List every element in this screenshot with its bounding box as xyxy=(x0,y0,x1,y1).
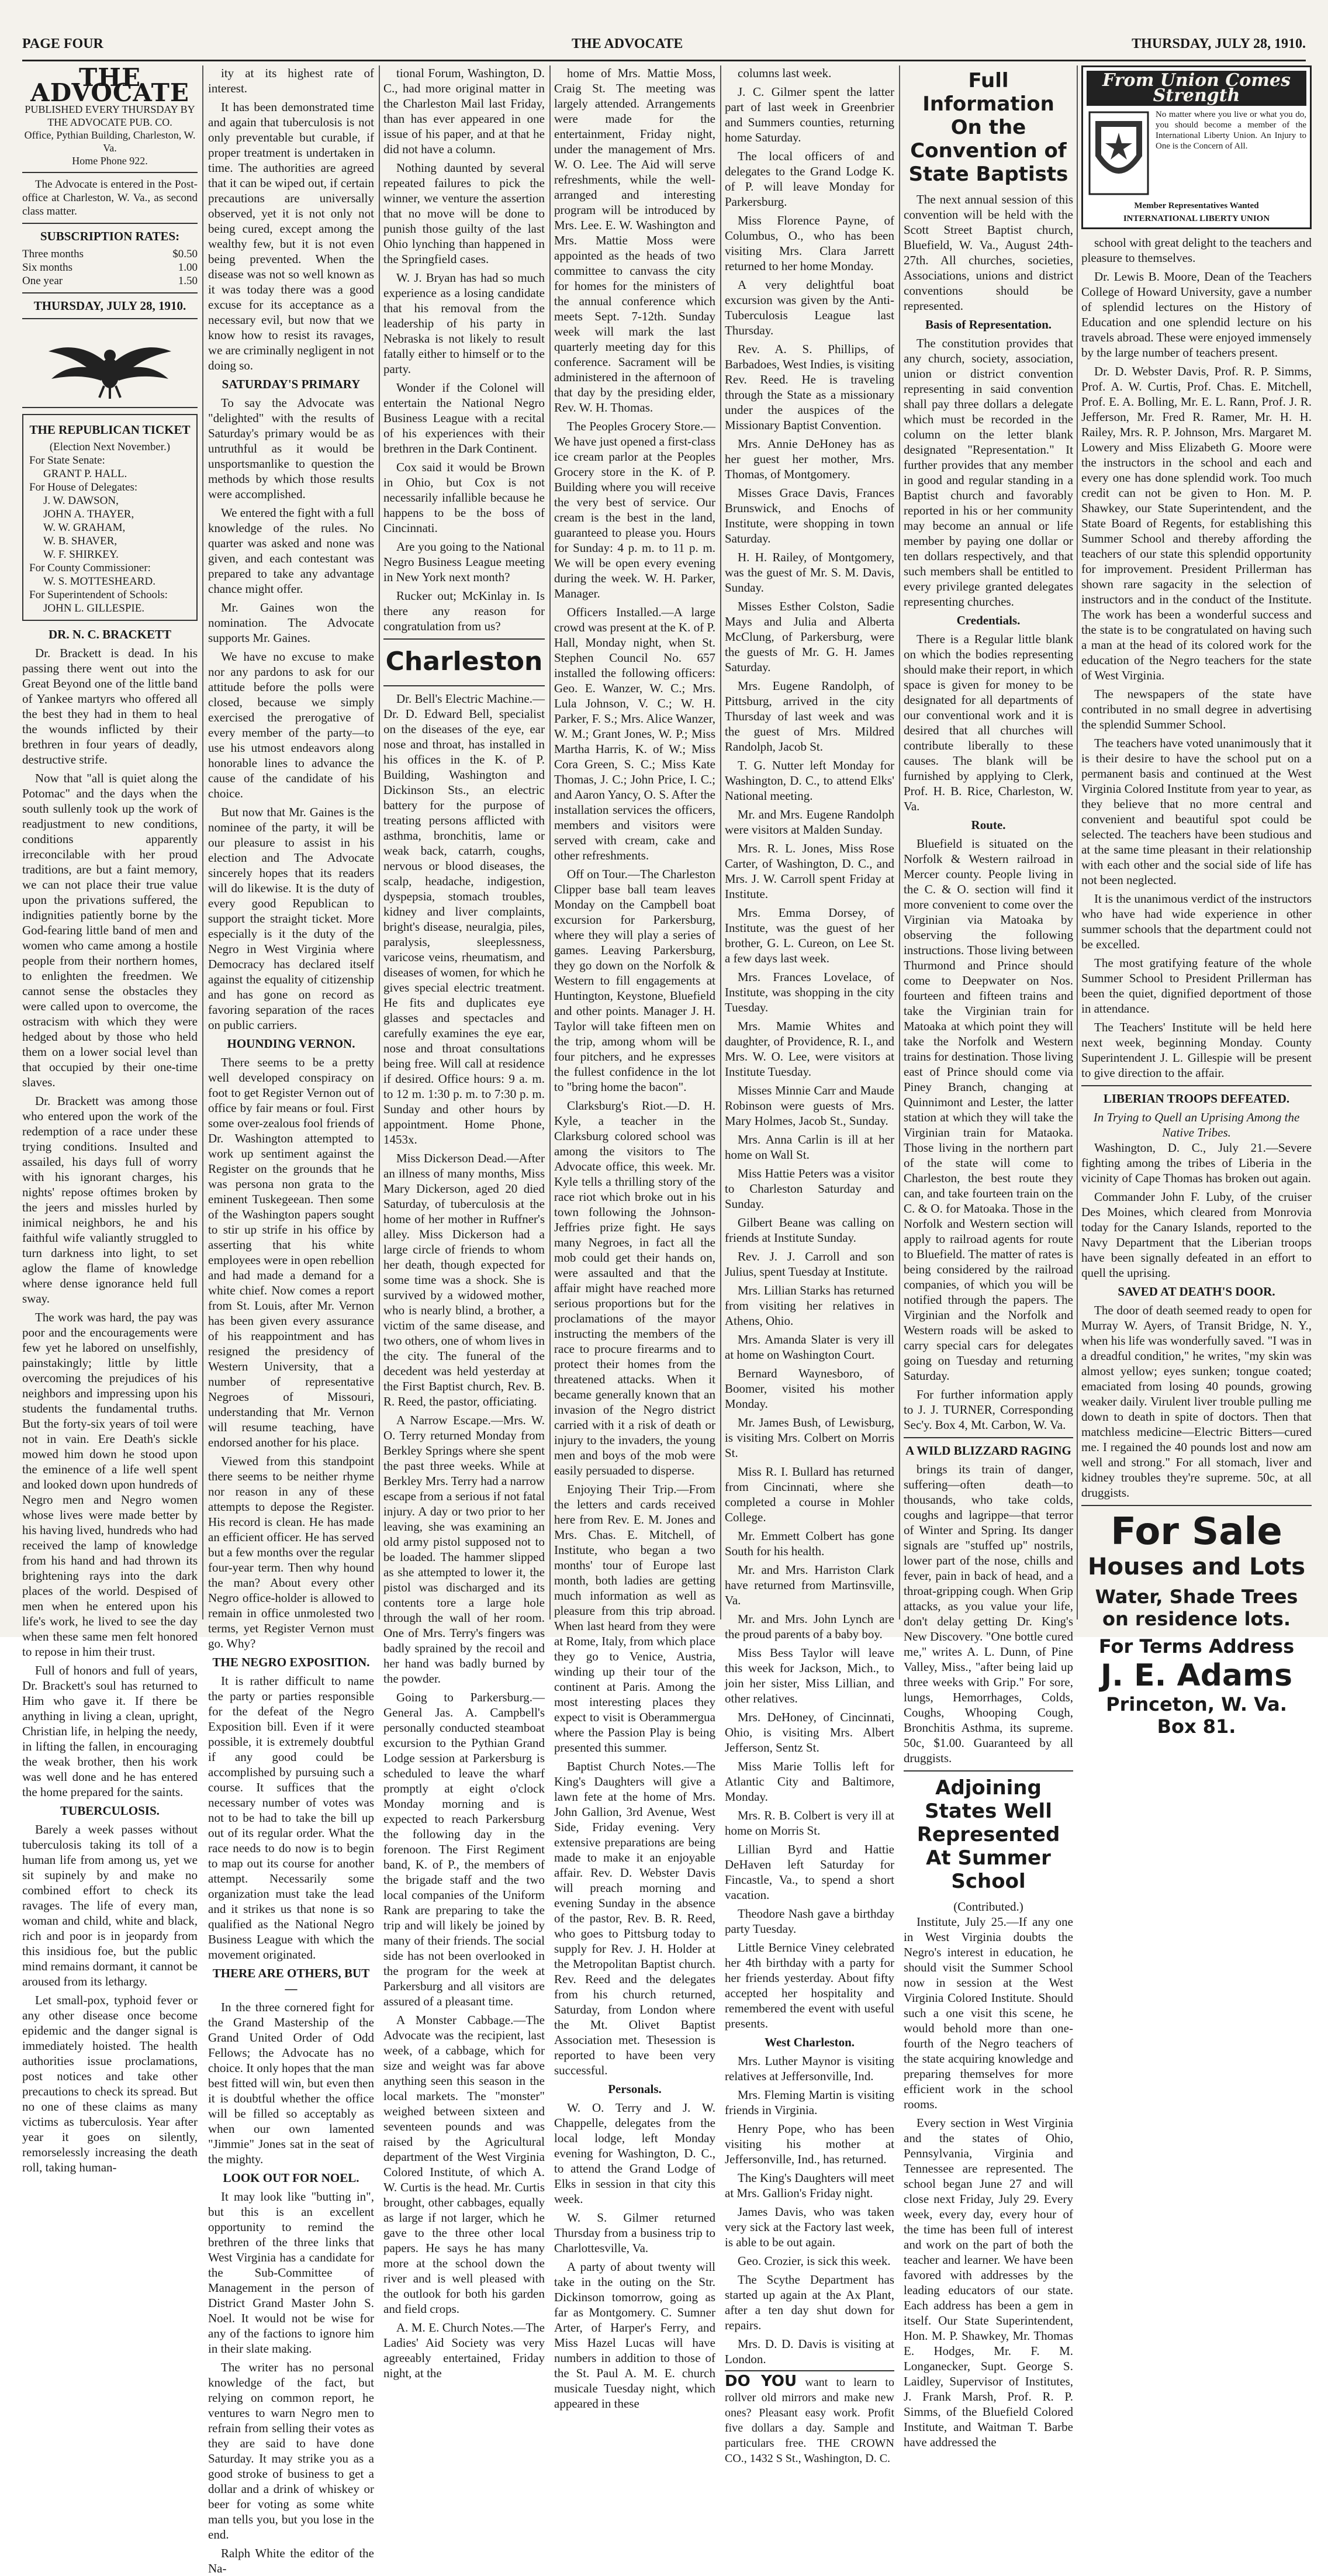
personals-heading: Personals. xyxy=(608,2082,662,2096)
credentials-article xyxy=(904,631,1073,814)
liberty-union-ad-sub: Member Representatives Wanted xyxy=(1134,201,1259,210)
article-paragraph: Barely a week passes without tuberculosis taking its toll of a human life from among us, yet we sit supinely by and make no combined effort to check its ravages. The life of every man, woman and child, white and black, rich and poor is in jeopardy from this insidious foe, but the public mind remains dormant, it cannot be aroused from its lethargy. xyxy=(22,1822,198,1988)
article-paragraph: Every section in West Virginia and the states of Ohio, Pennsylvania, Virginia and Tennessee are represented. The school began June 27 and will close next Friday, July 29. Every week, every day, every hour of the time has been full of interest and work on the part of both the teacher and learner. We have been favored with addresses by the leading educators of our state. Each address has been a gem in itself. Our State Superintendent, Hon. M. P. Shawkey, Mr. Thomas E. Hodges, Mr. F. M. Longanecker, Supt. George S. Laidley, Supervisor of Institutes, J. Frank Marsh, Prof. R. P. Simms, of the Bluefield Colored Institute, and Waitman T. Barbe have addressed the xyxy=(904,2116,1073,2449)
flag-shield-icon xyxy=(1087,109,1151,197)
personal-item: Mrs. Emma Dorsey, of Institute, was the guest of her brother, G. L. Cureon, on Lee St. a few days last week. xyxy=(725,906,894,965)
personal-item: Mrs. Lillian Starks has returned from visiting her relatives in Athens, Ohio. xyxy=(725,1283,894,1328)
personal-item: A very delightful boat excursion was given by the Anti-Tuberculosis League last Thursday. xyxy=(725,278,894,337)
liberty-union-ad-body: No matter where you live or what you do, you should become a member of the International Liberty Union. An Injury to One is the Concern of All. xyxy=(1156,110,1306,151)
mirror-ad xyxy=(725,2370,894,2466)
news-item: Officers Installed.—A large crowd was present at the K. of P. Hall, Monday night, when St. Stephen Council No. 657 installed the following officers: Geo. E. Wanzer, W. C.; Mrs. Lula Johnson, V. C.; W. H. Parker, F. S.; Mrs. Alice Wanzer, W. M.; Grant Jones, W. P.; Miss Martha Harris, K. of W.; Miss Cora Green, S. C.; Miss Kate Thomas, J. C.; John Price, I. C.; and Aaron Yancy, O. S. After the installation services the officers, members and visitors were served with cream, cake and other refreshments. xyxy=(554,605,715,862)
personal-item: H. H. Railey, of Montgomery, was the guest of Mr. S. M. Davis, Sunday. xyxy=(725,550,894,595)
article-paragraph: The newspapers of the state have contributed in no small degree in advertising the splendid Summer School. xyxy=(1081,687,1312,731)
personal-item: Rev. A. S. Phillips, of Barbadoes, West Indies, is visiting Rev. Reed. He is traveling through the State as a missionary under the auspices of the Missionary Baptist Convention. xyxy=(725,342,894,432)
personals-list xyxy=(554,2100,715,2411)
personal-item: A party of about twenty will take in the outing on the Str. Dickinson tomorrow, going as far as Montgomery. C. Sumner Arter, of Harper's Ferry, and Miss Hazel Lucas will have numbers in addition to those of the St. Paul A. M. E. church musicale Tuesday night, which appeared in these xyxy=(554,2260,715,2411)
divider xyxy=(22,318,198,319)
personal-item: J. C. Gilmer spent the latter part of last week in Greenbrier and Summers counties, returning home Saturday. xyxy=(725,85,894,144)
article-paragraph: Now that "all is quiet along the Potomac" and the days when the south sullenly took up the work of readjustment to new conditions, conditions apparently irreconcilable with her proud traditions, are but a faint memory, we can not place their true value upon the privations suffered, the indignities patiently borne by the God-fearing little band of men and women who came among a hostile people from their northern homes, to enlighten the freedmen. We cannot sense the obstacles they were called upon to overcome, the ostracism with which they were hedged about by those who held them on a lower social level than that occupied by their one-time slaves. xyxy=(22,771,198,1089)
article-paragraph: Viewed from this standpoint there seems to be neither rhyme nor reason in any of these attempts to depose the Register. His record is clean. He has made an efficient officer. He has served but a few months over the regular four-year term. Then why hound the man? About every other Negro office-holder is allowed to remain in office unmolested two terms, yet Register Vernon must go. Why? xyxy=(208,1454,374,1650)
for-sale-name: J. E. Adams xyxy=(1100,1658,1293,1693)
column-2 xyxy=(208,65,375,2575)
personal-item: Mrs. Frances Lovelace, of Institute, was shopping in the city Tuesday. xyxy=(725,970,894,1014)
personal-item: Miss Florence Payne, of Columbus, O., who has been visiting Mrs. Clara Jarrett returned to her home Monday. xyxy=(725,213,894,273)
charleston-heading: Charleston xyxy=(385,647,543,676)
article-paragraph: Full of honors and full of years, Dr. Brackett's soul has returned to Him who gave it. If there be anything in living a clean, upright, Christian life, in helping the needy, in lifting the fallen, in encouraging the weak brother, then his work was well done and he has entered the home prepared for the saints. xyxy=(22,1663,198,1799)
article-paragraph: The constitution provides that any church, society, association, union or district convention representing in said convention shall pay three dollars a delegate which must be recorded in the column on the letter blank designated "Representation." It further provides that any member in good and regular standing in a Baptist church and favorably reported in his or her community may become an annual or life member by paying one dollar or ten dollars respectively, and that such members shall be entitled to every privilege granted delegates representing churches. xyxy=(904,336,1073,609)
article-paragraph: But now that Mr. Gaines is the nominee of the party, it will be our pleasure to assist in his election and The Advocate sincerely hopes that its readers will do likewise. It is the duty of every good Republican to support the straight ticket. More especially is it the duty of the Negro in West Virginia where Democracy has declared itself against the equality of citizenship and has gone on record as favoring separation of the races on public carriers. xyxy=(208,805,374,1032)
editorial-paragraph: Cox said it would be Brown in Ohio, but Cox is not necessarily infallible because he happens to be the boss of Cincinnati. xyxy=(383,460,545,535)
personal-item: Mr. Emmett Colbert has gone South for his health. xyxy=(725,1529,894,1558)
article-paragraph: The teachers have voted unanimously that it is their desire to have the school put on a permanent basis and continued at the West Virginia Colored Institute from year to year, as they believe that no more central and convenient and beautiful spot could be selected. The teachers have been studious and at the same time pleasant in their relationship with each other and the social side of life has not been neglected. xyxy=(1081,736,1312,887)
news-item: Miss Dickerson Dead.—After an illness of many months, Miss Mary Dickerson, aged 20 died Saturday, of tuberculosis at the home of her mother in Ruffner's alley. Miss Dickerson had a large circle of friends to whom her death, though expected for some time was a shock. She is survived by a widowed mother, who is nearly blind, a brother, a victim of the same disease, and two others, one of whom lives in the city. The funeral of the decedent was held yesterday at the First Baptist church, Rev. B. R. Reed, the pastor, officiating. xyxy=(383,1151,545,1408)
ticket-title: THE REPUBLICAN TICKET xyxy=(29,423,191,437)
personal-item: Mrs. D. D. Davis is visiting at London. xyxy=(725,2337,894,2366)
article-paragraph: Dr. Brackett is dead. In his passing there went out into the Great Beyond one of the little band of Yankee martyrs who offered all the best they had in them to heal the wounds inflicted by their brethren in four years of deadly, destructive strife. xyxy=(22,646,198,766)
article-paragraph: ity at its highest rate of interest. xyxy=(208,66,374,95)
death-door-heading: SAVED AT DEATH'S DOOR. xyxy=(1118,1284,1275,1299)
personal-item: Mrs. Anna Carlin is ill at her home on Wall St. xyxy=(725,1132,894,1162)
divider xyxy=(904,1770,1073,1772)
for-sale-box: Box 81. xyxy=(1157,1715,1236,1738)
eagle-icon xyxy=(46,325,174,401)
article-paragraph: Mr. Gaines won the nomination. The Advocate supports Mr. Gaines. xyxy=(208,600,374,645)
article-paragraph: Dr. Brackett was among those who entered upon the work of the redemption of a race under these trying conditions. Insulted and assailed, his days full of worry with his ignorant charges, his nights' repose oftimes broken by the jeers and missles hurled by inimical neighbors, he and his faithful wife valiantly struggled to turn darkness into light, to set aglow the flame of knowledge where dense ignorance held full sway. xyxy=(22,1094,198,1306)
ticket-note: (Election Next November.) xyxy=(49,441,171,453)
for-sale-line3: For Terms Address xyxy=(1098,1635,1295,1658)
west-charleston-heading: West Charleston. xyxy=(765,2035,855,2049)
news-item: Dr. Bell's Electric Machine.—Dr. D. Edward Bell, specialist on the diseases of the eye, ear nose and throat, has installed in his offices in the K. of P. Building, Washington and Dickinson Sts., an electric battery for the purpose of treating persons afflicted with asthma, bronchitis, lame or weak back, catarrh, coughs, nervous or blood diseases, the scalp, headache, indigestion, dyspepsia, stomach troubles, kidney and liver complaints, bright's disease, neuralgia, piles, paralysis, sleeplessness, varicose veins, rheumatism, and diseases of women, for which he gives special electric treatment. He fits and duplicates eye glasses and spectacles and carefully examines the eye ear, nose and throat consultations being free. Will call at residence if desired. Office hours: 9 a. m. to 12 m. 1:30 p. m. to 7:30 p. m. Sunday and other hours by appointment. Home Phone, 1453x. xyxy=(383,692,545,1147)
for-sale-ad xyxy=(1081,1511,1312,1738)
summer-school-heading: Adjoining States Well Represented At Summer School xyxy=(917,1776,1060,1893)
others-heading: THERE ARE OTHERS, BUT— xyxy=(212,1966,370,1995)
column-3 xyxy=(383,65,545,2380)
rate-term: Three months xyxy=(22,248,84,260)
page-number: PAGE FOUR xyxy=(22,36,103,51)
ticket-line: JOHN A. THAYER, xyxy=(43,508,134,520)
brackett-heading: DR. N. C. BRACKETT xyxy=(48,627,172,641)
credentials-heading: Credentials. xyxy=(956,613,1021,627)
article-paragraph: In the three cornered fight for the Grand Mastership of the Grand United Order of Odd Fellows; the Advocate has no choice. It only hopes that the man best fitted will win, but even then it is doubtful whether the office will be filled so acceptably as when our own lamented "Jimmie" Jones sat in the seat of the mighty. xyxy=(208,2000,375,2166)
for-sale-place: Princeton, W. Va. xyxy=(1106,1693,1287,1715)
article-paragraph: The most gratifying feature of the whole Summer School to President Prillerman has been the quiet, dignified deportment of those in attendance. xyxy=(1081,956,1312,1016)
summer-school-article xyxy=(904,1914,1073,2450)
article-paragraph: Dr. D. Webster Davis, Prof. R. P. Simms, Prof. A. W. Curtis, Prof. Chas. E. Mitchell, Prof. E. A. Bolling, Mr. E. L. Rann, Prof. J. R. Jefferson, Mr. Fred R. Ramer, Mr. H. H. Railey, Mrs. R. P. Johnson, Mrs. Margaret M. Lowery and Miss Elizabeth G. Moore were the instructors in the school and each and every one has done splendid work. Too much credit can not be given to Hon. M. P. Shawkey, our State Superintendent, and the State Board of Regents, for establishing this Summer School and thereby affording the teachers of our state this splendid opportunity for improvement. President Prillerman has shown rare sagacity in the selection of instructors and in the conduct of the Institute. The work has been a wonderful success and the state is to be congratulated on having such a man at the head of its colored work for the education of the Negro teachers for the state of West Virginia. xyxy=(1081,364,1312,682)
ticket-line: W. F. SHIRKEY. xyxy=(43,548,119,561)
article-paragraph: Institute, July 25.—If any one in West Virginia doubts the Negro's interest in education, he should visit the Summer School now in session at the West Virginia Colored Institute. Should such a one visit this scene, he would behold more than one-fourth of the Negro teachers of the state acquiring knowledge and preparing themselves for more efficient work in the school rooms. xyxy=(904,1915,1073,2111)
personal-item: Gilbert Beane was calling on friends at Institute Sunday. xyxy=(725,1216,894,1245)
tuberculosis-article xyxy=(22,1822,198,2175)
death-door-ad xyxy=(1081,1303,1312,1500)
ticket-line: For State Senate: xyxy=(29,454,105,467)
for-sale-title: For Sale xyxy=(1111,1510,1282,1553)
column-rule xyxy=(202,65,203,1620)
blizzard-heading: A WILD BLIZZARD RAGING xyxy=(905,1444,1071,1458)
divider xyxy=(383,638,545,640)
news-item: A Monster Cabbage.—The Advocate was the recipient, last week, of a cabbage, which for size and weight was far above anything seen this season in the local markets. The "monster" weighed between sixteen and seventeen pounds and was raised by the Agricultural department of the West Virginia Colored Institute, of which A. W. Curtis is the head. Mr. Curtis brought, other cabbages, equally as large if not larger, which he gave to the three other local papers. He says he has many more at the school down the river and is well pleased with the outlook for both his garden and field crops. xyxy=(383,2013,545,2316)
rate-row xyxy=(22,274,198,288)
issue-date: THURSDAY, JULY 28, 1910. xyxy=(33,299,186,313)
others-article xyxy=(208,2000,374,2167)
masthead-published: PUBLISHED EVERY THURSDAY BY THE ADVOCATE PUB. CO. xyxy=(25,103,195,128)
personal-item: Lillian Byrd and Hattie DeHaven left Saturday for Fincastle, Va., to spend a short vacation. xyxy=(725,1842,894,1902)
tuberculosis-continued xyxy=(208,65,374,373)
article-paragraph: The Teachers' Institute will be held here next week, beginning Monday. County Superintendent J. L. Gillespie will be present to give direction to the affair. xyxy=(1081,1020,1312,1080)
personal-item: Misses Esther Colston, Sadie Mays and Julia and Alberta McClung, of Parkersburg, were the guests of Mr. G. H. James Saturday. xyxy=(725,599,894,674)
personal-item: Geo. Crozier, is sick this week. xyxy=(738,2254,891,2268)
rate-price: 1.00 xyxy=(178,261,198,274)
editorial-paragraph: tional Forum, Washington, D. C., had more original matter in the Charleston Mail last Friday, than has ever appeared in one issue of his paper, and at that he did not have a column. xyxy=(383,66,545,156)
mirror-ad-lead: DO YOU xyxy=(725,2373,797,2390)
article-paragraph: We entered the fight with a full knowledge of the rules. No quarter was asked and none was given, and each contestant was prepared to take any advantage chance might offer. xyxy=(208,506,374,596)
personal-item: W. S. Gilmer returned Thursday from a business trip to Charlottesville, Va. xyxy=(554,2211,715,2255)
personal-item: Misses Grace Davis, Frances Brunswick, and Enochs of Institute, were shopping in town Saturday. xyxy=(725,486,894,545)
article-paragraph: The next annual session of this convention will be held with the Scott Street Baptist church, Bluefield, W. Va., August 24th-27th. All churches, societies, Associations, unions and district conventions should be represented. xyxy=(904,192,1073,313)
exposition-heading: THE NEGRO EXPOSITION. xyxy=(212,1655,370,1669)
column-rule xyxy=(720,65,721,1620)
article-paragraph: The writer has no personal knowledge of the fact, but relying on common report, he ventures to warn Negro men to refrain from selling their votes as they are said to have done Saturday. It may strike you as a good stroke of business to get a dollar and a drink of whiskey or beer for voting as some white man tells you, but you lose in the end. xyxy=(208,2360,374,2542)
editorial-paragraphs xyxy=(383,65,545,634)
article-paragraph: Commander John F. Luby, of the cruiser Des Moines, which cleared from Monrovia today for the Canary Islands, reported to the Navy Department that the Liberian troops have been signally defeated in an effort to quell the uprising. xyxy=(1081,1190,1312,1280)
article-paragraph: Ralph White the editor of the Na- xyxy=(208,2546,374,2575)
rate-price: 1.50 xyxy=(178,275,198,287)
news-item: Enjoying Their Trip.—From the letters and cards received here from Rev. E. M. Jones and Mrs. Chas. E. Mitchell, of Institute, who began a two months' tour of Europe last month, both ladies are getting much information as well as pleasure from this trip abroad. When last heard from they were at Rome, Italy, from which place they go to Venice, Austria, winding up their tour of the continent at Paris. Among the most interesting places they expect to visit is Oberammergua where the Passion Play is being presented this summer. xyxy=(554,1482,715,1755)
article-paragraph: It is rather difficult to name the party or parties responsible for the defeat of the Negro Exposition bill. Even if it were possible, it is extremely doubtful if any good could be accomplished by pursuing such a course. It suffices that the necessary number of votes was not to be had to take the bill up out of its regular order. What the race needs to do now is to begin to map out its course for another attempt. Necessarily some organization must take the lead and it strikes us that none is so qualified as the National Negro Business League with which the movement originated. xyxy=(208,1674,374,1962)
personal-item: Mrs. Annie DeHoney has as her guest her mother, Mrs. Thomas, of Montgomery. xyxy=(725,437,894,481)
news-item: The Peoples Grocery Store.—We have just opened a first-class ice cream parlor at the Peoples Grocery store in the K. of P. Building where you will receive the very best of service. Our cream is the best in the land, guaranteed to please you. Hours for Sunday: 4 p. m. to 11 p. m. We will be open every evening during the week. W. H. Parker, Manager. xyxy=(554,419,715,600)
divider xyxy=(1081,1085,1312,1086)
article-paragraph: The work was hard, the pay was poor and the encouragements were few yet he labored on unselfishly, painstakingly; little by little overcoming the prejudices of his neighbors and impressing upon his students the fundamental truths. But the forty-six years of toil were not in vain. Ere Death's sickle mowed him down he stood upon the eminence of a life well spent and looked down upon hundreds of Negro men and Negro women whose lives were made better by his having lived, hundreds who had received the lamp of knowledge from his hand and had thrown its brightening rays into the dark places of the world. Despised of men when he entered upon his life's work, he lived to see the day when these same men felt honored to repose in him their trust. xyxy=(22,1310,198,1659)
personal-item: Mr. and Mrs. Harriston Clark have returned from Martinsville, Va. xyxy=(725,1563,894,1607)
local-items xyxy=(554,419,715,2078)
personal-item: Mrs. R. B. Colbert is very ill at home on Morris St. xyxy=(725,1808,894,1838)
divider xyxy=(383,685,545,686)
divider xyxy=(22,223,198,224)
article-paragraph: Dr. Lewis B. Moore, Dean of the Teachers College of Howard University, gave a number of splendid lectures on the History of Education and one splendid lecture on his travels abroad. These were enjoyed immensely by the large number of teachers present. xyxy=(1081,270,1312,360)
personal-item: Miss R. I. Bullard has returned from Cincinnati, where she completed a course in Mohler College. xyxy=(725,1465,894,1524)
noel-heading: LOOK OUT FOR NOEL. xyxy=(223,2171,359,2185)
personal-item: The local officers of and delegates to the Grand Lodge K. of P. will leave Monday for Parkersburg. xyxy=(725,149,894,209)
route-heading: Route. xyxy=(971,818,1006,832)
editorial-paragraph: Rucker out; McKinlay in. Is there any reason for congratulation from us? xyxy=(383,589,545,633)
for-sale-line2: Water, Shade Trees on residence lots. xyxy=(1095,1586,1298,1630)
top-rule xyxy=(22,60,1306,61)
divider xyxy=(904,1437,1073,1438)
article-paragraph: It has been demonstrated time and again that tuberculosis is not only preventable but curable, if proper treatment is undertaken in time. The authorities are agreed that it can be wiped out, if certain precautions are universally observed, yet it is not only not being cured, except among the wealthy few, but it is not even being prevented. When the disease was not so well known as it was today there was a good excuse for its acceptance as a necessary evil, but now that we know how to resist its ravages, we are criminally negligent in not doing so. xyxy=(208,100,374,372)
column-6 xyxy=(904,65,1073,2449)
convention-heading: Full Information On the Convention of State Baptists xyxy=(908,69,1068,186)
rate-row xyxy=(22,247,198,261)
divider xyxy=(22,292,198,293)
for-sale-line1: Houses and Lots xyxy=(1087,1553,1306,1580)
rate-row xyxy=(22,261,198,274)
personal-item: Mr. and Mrs. Eugene Randolph were visitors at Malden Sunday. xyxy=(725,807,894,837)
summer-school-continued xyxy=(1081,235,1312,1080)
column-rule xyxy=(1077,65,1078,1620)
masthead-entered: The Advocate is entered in the Post-office at Charleston, W. Va., as second class matter. xyxy=(22,178,198,217)
personal-item: W. O. Terry and J. W. Chappelle, delegates from the local lodge, left Monday evening for Washington, D. C., to attend the Grand Lodge of Elks in session in that city this week. xyxy=(554,2101,715,2206)
column-4 xyxy=(554,65,715,2411)
personal-item: Mrs. DeHoney, of Cincinnati, Ohio, is visiting Mrs. Albert Jefferson, Sentz St. xyxy=(725,1710,894,1755)
west-charleston-list xyxy=(725,2053,894,2367)
divider xyxy=(1081,1505,1312,1506)
article-paragraph: home of Mrs. Mattie Moss, Craig St. The meeting was largely attended. Arrangements were made for the entertainment, Friday night, under the management of Mrs. W. O. Lee. The Aid will serve refreshments, while the well-arranged and interesting program will be introduced by Mrs. Lee. E. W. Washington and Mrs. Mattie Moss were appointed as the heads of two committee to canvass the city for homes for the ministers of the annual conference which meets Sept. 7-12th. Sunday week will mark the last quarterly meeting day for this conference. Sacrament will be administered in the afternoon of that day by the presiding elder, Rev. W. H. Thomas. xyxy=(554,66,715,415)
article-paragraph: school with great delight to the teachers and pleasure to themselves. xyxy=(1081,236,1312,265)
ticket-line: For House of Delegates: xyxy=(29,481,138,493)
article-paragraph: We have no excuse to make nor any pardons to ask for our attitude before the polls were closed, because we simply exercised the prerogative of every member of the party—to use his utmost endeavors along honorable lines to advance the cause of the candidate of his choice. xyxy=(208,650,374,800)
personal-item: Miss Bess Taylor will leave this week for Jackson, Mich., to join her sister, Miss Lillian, and other relatives. xyxy=(725,1646,894,1705)
charleston-items xyxy=(383,691,545,2381)
column-7 xyxy=(1081,65,1312,1738)
contributed-label: (Contributed.) xyxy=(953,1900,1023,1914)
column-1 xyxy=(22,63,198,2174)
personal-item: Mrs. Fleming Martin is visiting friends in Virginia. xyxy=(725,2088,894,2117)
personal-item: Mrs. R. L. Jones, Miss Rose Carter, of Washington, D. C., and Mrs. J. W. Carroll spent Friday at Institute. xyxy=(725,841,894,901)
news-item: Clarksburg's Riot.—D. H. Kyle, a teacher in the Clarksburg colored school was among the visitors to The Advocate office, this week. Mr. Kyle tells a thrilling story of the race riot which broke out in his town following the Johnson-Jeffries prize fight. He says many Negroes, in fact all the mob could get their hands on, were assaulted and that the affair might have reached more serious proportions but for the proclamations of the mayor instructing the members of the race to procure firearms and to protect their homes from the threatened attacks. When it became generally known that an invasion of the Negro district carried with it a risk of death or injury to the invaders, the young men and boys of the mob were easily persuaded to disperse. xyxy=(554,1099,715,1477)
personals-continued xyxy=(725,65,894,2031)
personal-item: Bernard Waynesboro, of Boomer, visited his mother Monday. xyxy=(725,1366,894,1411)
personal-item: The Scythe Department has started up again at the Ax Plant, after a ten day shut down for repairs. xyxy=(725,2273,894,2332)
column-5 xyxy=(725,65,894,2465)
editorial-paragraph: Nothing daunted by several repeated failures to pick the winner, we venture the assertion that no move will be done to punish those guilty of the last Ohio lynching than happened in the Springfield cases. xyxy=(383,161,545,266)
ticket-line: J. W. DAWSON, xyxy=(43,495,119,507)
personal-item: columns last week. xyxy=(738,66,832,80)
article-paragraph: For further information apply to J. J. TURNER, Corresponding Sec'y. Box 4, Mt. Carbon, W. Va. xyxy=(904,1387,1073,1432)
divider xyxy=(22,172,198,173)
column-rule xyxy=(379,65,380,1620)
personal-item: Misses Minnie Carr and Maude Robinson were guests of Mrs. Mary Holmes, Jacob St., Sunday. xyxy=(725,1083,894,1128)
article-paragraph: The door of death seemed ready to open for Murray W. Ayers, of Transit Bridge, N. Y., when his life was wonderfully saved. "I was in a dreadful condition," he writes, "my skin was almost yellow; eyes sunken; tongue coated; emaciated from losing 40 pounds, growing weaker daily. Virulent liver trouble pulling me down to death in spite of doctors. Then that matchless medicine—Electric Bitters—cured me. I regained the 40 pounds lost and now am well and strong." For all stomach, liver and kidney troubles they're supreme. 50c, at all druggists. xyxy=(1081,1303,1312,1500)
running-date: THURSDAY, JULY 28, 1910. xyxy=(1132,36,1306,51)
article-paragraph: There is a Regular little blank on which the bodies representing should make their report, in which space is given for money to be designated for all departments of our conventional work and it is desired that all churches will contribute liberally to these causes. The blank will be furnished by applying to Clerk, Prof. H. B. Rice, Charleston, W. Va. xyxy=(904,632,1073,813)
basis-article xyxy=(904,336,1073,609)
article-paragraph: It may look like "butting in", but this is an excellent opportunity to remind the brethren of the three links that West Virginia has a candidate for the Sub-Committee of Management in the person of District Grand Master John S. Noel. It would not be wise for any of the factions to ignore him in their slate making. xyxy=(208,2190,374,2356)
divider xyxy=(22,407,198,408)
personal-item: Miss Marie Tollis left for Atlantic City and Baltimore, Monday. xyxy=(725,1759,894,1804)
ticket-line: JOHN L. GILLESPIE. xyxy=(43,602,145,614)
personal-item: T. G. Nutter left Monday for Washington, D. C., to attend Elks' National meeting. xyxy=(725,758,894,803)
personal-item: The King's Daughters will meet at Mrs. Gallion's Friday night. xyxy=(725,2171,894,2200)
basis-heading: Basis of Representation. xyxy=(925,317,1052,332)
personal-item: James Davis, who was taken very sick at the Factory last week, is able to be out again. xyxy=(725,2205,894,2249)
article-paragraph: Washington, D. C., July 21.—Severe fighting among the tribes of Liberia in the vicinity of Cape Thomas has broken out again. xyxy=(1081,1141,1312,1185)
blizzard-ad xyxy=(904,1462,1073,1766)
masthead-title: THE ADVOCATE xyxy=(30,63,189,107)
personal-item: Mr. James Bush, of Lewisburg, is visiting Mrs. Colbert on Morris St. xyxy=(725,1415,894,1460)
liberty-union-ad-foot: INTERNATIONAL LIBERTY UNION xyxy=(1123,214,1270,223)
brackett-article xyxy=(22,645,198,1800)
personal-item: Little Bernice Viney celebrated her 4th birthday with a party for her friends yesterday. About fifty accepted her hospitality and remembered the event with useful presents. xyxy=(725,1940,894,2031)
republican-ticket xyxy=(22,414,198,621)
ticket-line: For County Commissioner: xyxy=(29,562,151,574)
personal-item: Henry Pope, who has been visiting his mother at Jeffersonville, Ind., has returned. xyxy=(725,2122,894,2166)
ticket-lines xyxy=(29,454,191,615)
article-paragraph: It is the unanimous verdict of the instructors who have had wide experience in other summer schools that the department could not be excelled. xyxy=(1081,892,1312,951)
route-article xyxy=(904,836,1073,1432)
ticket-line: W. W. GRAHAM, xyxy=(43,522,126,534)
personal-item: Mrs. Amanda Slater is very ill at home on Washington Court. xyxy=(725,1332,894,1362)
subscription-heading: SUBSCRIPTION RATES: xyxy=(40,229,180,243)
noel-article xyxy=(208,2189,374,2576)
liberian-subheading: In Trying to Quell an Uprising Among the Native Tribes. xyxy=(1093,1110,1300,1139)
running-title: THE ADVOCATE xyxy=(572,36,683,51)
rate-term: One year xyxy=(22,275,63,287)
news-item: Off on Tour.—The Charleston Clipper base ball team leaves Monday on the Campbell boat excursion for Parkersburg, where they will play a series of games. Leaving Parkersburg, they go down on the Norfolk & Western to fill engagements at Huntington, Keystone, Bluefield and other points. Manager J. H. Taylor will take fifteen men on the trip, among whom will be four pitchers, and he expresses the fullest confidence in the lot to "bring home the bacon". xyxy=(554,867,715,1094)
primary-article xyxy=(208,395,374,1033)
editorial-paragraph: Wonder if the Colonel will entertain the National Negro Business League with a recital of his experiences with their brethren in the Dark Continent. xyxy=(383,381,545,455)
ticket-line: For Superintendent of Schools: xyxy=(29,589,168,601)
personal-item: Mr. and Mrs. John Lynch are the proud parents of a baby boy. xyxy=(725,1612,894,1641)
liberty-union-ad xyxy=(1081,65,1312,229)
personal-item: Theodore Nash gave a birthday party Tuesday. xyxy=(725,1907,894,1936)
exposition-article xyxy=(208,1673,374,1962)
convention-intro xyxy=(904,192,1073,313)
folio-bar xyxy=(22,36,1306,57)
news-item: Going to Parkersburg.—General Jas. A. Campbell's personally conducted steamboat excursion to the Pythian Grand Lodge session at Parkersburg is scheduled to leave the wharf promptly at eight o'clock Monday morning and is expected to reach Parkersburg the following day in the forenoon. The First Regiment band, K. of P., the members of the brigade staff and the two local companies of the Uniform Rank are preparing to take the trip and will likely be joined by many of their friends. The social side has not been overlooked in the program for the week at Parkersburg and all visitors are assured of a pleasant time. xyxy=(383,1690,545,2008)
article-paragraph: To say the Advocate was "delighted" with the results of Saturday's primary would be as untruthful as it would be unsportsmanlike to question the methods by which those results were accomplished. xyxy=(208,396,374,501)
news-item: A Narrow Escape.—Mrs. W. O. Terry returned Monday from Berkley Springs where she spent the past three weeks. While at Berkley Mrs. Terry had a narrow escape from a serious if not fatal injury. A day or two prior to her leaving, she was examining an old army pistol supposed not to be loaded. The hammer slipped as she attempted to lower it, the pistol was discharged and its contents tore a large hole through the wall of her room. One of Mrs. Terry's fingers was badly sprained by the recoil and her hand was badly burned by the powder. xyxy=(383,1413,545,1686)
tuberculosis-heading: TUBERCULOSIS. xyxy=(60,1804,160,1818)
liberian-article xyxy=(1081,1140,1312,1280)
personal-item: Rev. J. J. Carroll and son Julius, spent Tuesday at Institute. xyxy=(725,1249,894,1279)
ticket-line: GRANT P. HALL. xyxy=(43,468,127,480)
personal-item: Miss Hattie Peters was a visitor to Charleston Saturday and Sunday. xyxy=(725,1166,894,1211)
editorial-paragraph: W. J. Bryan has had so much experience as a losing candidate that his removal from the leadership of his party in Nebraska is not likely to result fatally either to himself or to the party. xyxy=(383,271,545,376)
personal-item: Mrs. Eugene Randolph, of Pittsburg, arrived in the city Thursday of last week and was the guest of Mrs. Mildred Randolph, Jacob St. xyxy=(725,679,894,754)
article-paragraph: There seems to be a pretty well developed conspiracy on foot to get Register Vernon out of office by fair means or foul. First some over-zealous fool friends of Dr. Washington attempted to work up sentiment against the Register on the grounds that he was persona non grata to the eminent Tuskegeean. Then some of the Washington papers sought to stir up strife in his office by asserting that his white employees were in open rebellion and had made a demand for a white chief. Now comes a report from St. Louis, after Mr. Vernon has been given every assurance of his reappointment and has resigned the presidency of Western University, that a number of representative Negroes of Missouri, understanding that Mr. Vernon will resume teaching, have endorsed another for his place. xyxy=(208,1055,374,1449)
news-item: Baptist Church Notes.—The King's Daughters will give a lawn fete at the home of Mrs. John Gallion, 3rd Avenue, West Side, Friday evening. Very extensive preparations are being made to make it an enjoyable affair. Rev. D. Webster Davis will preach morning and evening Sunday in the absence of the pastor, Rev. B. R. Reed, who goes to Pittsburg today to supply for Rev. J. H. Holder at the Metropolitan Baptist church. Rev. Reed and the delegates from his church returned, Saturday, from London where the Mt. Olivet Baptist Association met. Thesession is reported to have been very successful. xyxy=(554,1759,715,2077)
liberty-union-ad-title: From Union Comes Strength xyxy=(1087,71,1306,106)
mirror-ad-text: want to learn to rollver old mirrors and make new ones? Pleasant easy work. Profit five dollars a day. Sample and particulars free. THE CROWN CO., 1432 S St., Washington, D. C. xyxy=(725,2376,894,2465)
ticket-line: W. S. MOTTESHEARD. xyxy=(43,575,155,588)
church-notes-continued xyxy=(554,65,715,415)
article-paragraph: brings its train of danger, suffering—often death—to thousands, who take colds, coughs and lagrippe—that terror of Winter and Spring. Its danger signals are "stuffed up" nostrils, lower part of the nose, chills and fever, pain in back of head, and a throat-gripping cough. When Grip attacks, as you value your life, don't delay getting Dr. King's New Discovery. "One bottle cured me," writes A. L. Dunn, of Pine Valley, Miss., "after being laid up three weeks with Grip." For sore, lungs, Hemorrhages, Colds, Coughs, Whooping Cough, Bronchitis Asthma, its supreme. 50c, $1.00. Guaranteed by all druggists. xyxy=(904,1462,1073,1765)
personal-item: Mrs. Mamie Whites and daughter, of Providence, R. I., and Mrs. W. O. Lee, were visitors at Institute Tuesday. xyxy=(725,1019,894,1079)
ticket-line: W. B. SHAVER, xyxy=(43,535,117,547)
liberian-heading: LIBERIAN TROOPS DEFEATED. xyxy=(1103,1092,1290,1106)
primary-heading: SATURDAY'S PRIMARY xyxy=(222,377,361,391)
subscription-rates xyxy=(22,247,198,288)
column-rule xyxy=(549,65,551,1620)
article-paragraph: Let small-pox, typhoid fever or any other disease once become epidemic and the danger signal is immediately hoisted. The health authorities issue proclamations, post notices and take other precautions to check its spread. But no one of these claims as many victims as tuberculosis. Year after year it goes on silently, remorselessly increasing the death roll, taking human- xyxy=(22,1993,198,2174)
vernon-heading: HOUNDING VERNON. xyxy=(227,1037,355,1051)
masthead-phone: Home Phone 922. xyxy=(72,155,148,167)
article-paragraph: Bluefield is situated on the Norfolk & Western railroad in Mercer county. People living in the C. & O. section will find it more convenient to come over the Virginian via Matoaka by observing the following instructions. Those living between Thurmond and Prince should come to Deepwater on Nos. fourteen and fifteen trains and take the Virginian train for Matoaka at which point they will take the Norfolk and Western trains for destination. Those living east of Prince should come via Piney Branch, changing at Quinnimont and Lester, the latter station at which they will take the Virginian train for Mataoka. Those living in the northern part of the state will come to Charleston, the best route they can, and take fourteen train on the C. & O. for Matoaka. Those in the Norfolk and Western section will apply to railroad agents for route to Bluefield. The matter of rates is being considered by the railroad companies, of which you will be notified through the papers. The Virginian and the Norfolk and Western roads will be asked to carry special cars for delegates going on Tuesday and returning Saturday. xyxy=(904,837,1073,1383)
news-item: A. M. E. Church Notes.—The Ladies' Aid Society was very agreeably entertained, Friday night, at the xyxy=(383,2321,545,2380)
editorial-paragraph: Are you going to the National Negro Business League meeting in New York next month? xyxy=(383,540,545,584)
rate-price: $0.50 xyxy=(172,248,198,260)
personal-item: Mrs. Luther Maynor is visiting relatives at Jeffersonville, Ind. xyxy=(725,2054,894,2083)
rate-term: Six months xyxy=(22,261,73,274)
vernon-article xyxy=(208,1055,374,1651)
column-rule xyxy=(899,65,900,1620)
masthead-office: Office, Pythian Building, Charleston, W. Va. xyxy=(24,129,196,154)
